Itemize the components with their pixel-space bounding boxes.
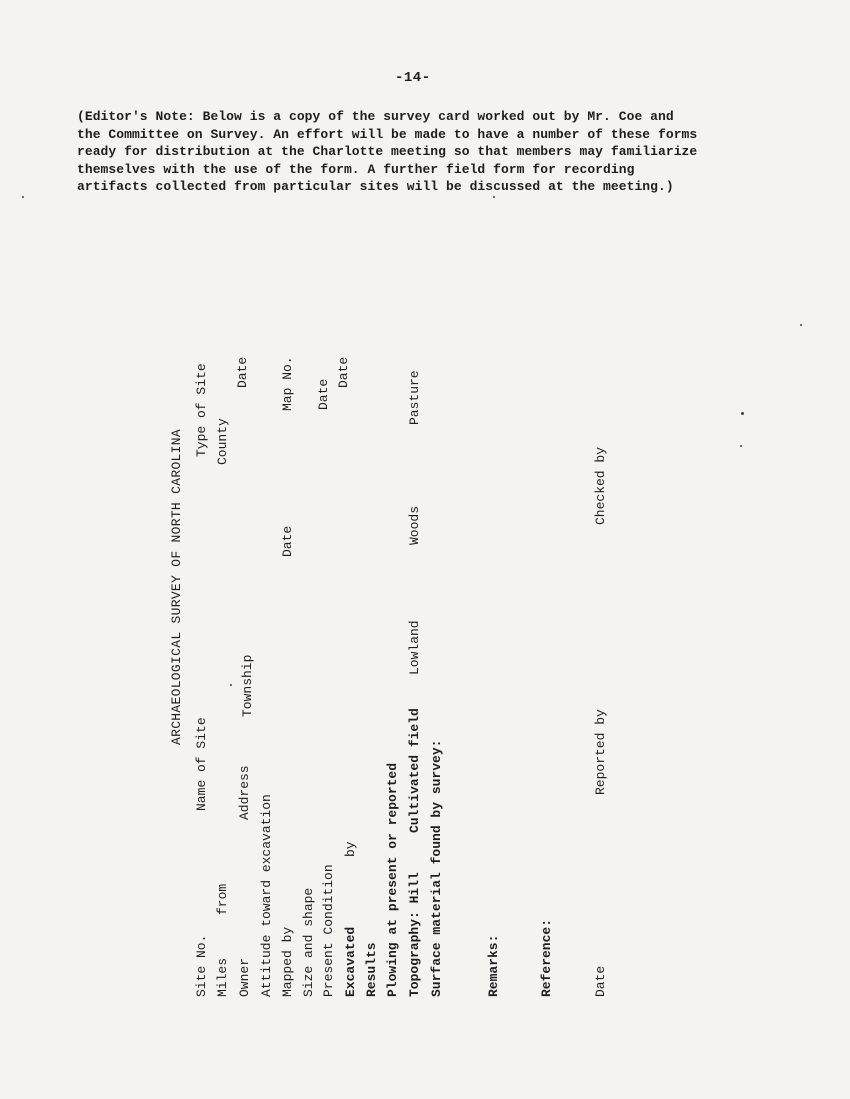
field-surface-material: Surface material found by survey: xyxy=(429,739,444,997)
field-owner: Owner xyxy=(237,957,252,997)
field-size-shape: Size and shape xyxy=(301,887,316,997)
survey-card xyxy=(170,335,640,1005)
field-excavated: Excavated xyxy=(343,926,358,997)
field-remarks: Remarks: xyxy=(486,934,501,997)
field-date-mapped: Date xyxy=(280,525,295,557)
field-present-condition: Present Condition xyxy=(321,864,336,997)
field-date-bottom: Date xyxy=(593,965,608,997)
field-woods: Woods xyxy=(407,505,422,545)
field-date-condition: Date xyxy=(316,378,331,410)
field-map-no: Map No. xyxy=(280,356,295,411)
field-pasture: Pasture xyxy=(407,370,422,425)
page-number: -14- xyxy=(395,70,431,86)
field-excavated-by: by xyxy=(343,841,358,857)
field-site-no: Site No. xyxy=(194,934,209,997)
card-title: ARCHAEOLOGICAL SURVEY OF NORTH CAROLINA xyxy=(169,429,184,745)
field-mapped-by: Mapped by xyxy=(280,926,295,997)
field-cultivated-field: Cultivated field xyxy=(407,708,422,833)
field-name-of-site: Name of Site xyxy=(194,717,209,811)
editor-note-line-5: artifacts collected from particular sites will be discussed at the meeting.) xyxy=(77,179,674,194)
field-lowland: Lowland xyxy=(407,620,422,675)
field-date-owner: Date xyxy=(235,356,250,388)
editor-note-line-3: ready for distribution at the Charlotte meeting so that members may familiarize xyxy=(77,144,698,159)
field-address: Address xyxy=(237,765,252,820)
field-miles: Miles xyxy=(215,957,230,997)
field-from: from xyxy=(215,883,230,915)
editor-note-line-1: (Editor's Note: Below is a copy of the survey card worked out by Mr. Coe and xyxy=(77,109,674,124)
field-results: Results xyxy=(364,942,379,997)
field-township: Township xyxy=(240,654,255,717)
field-reported-by: Reported by xyxy=(593,709,608,795)
field-attitude: Attitude toward excavation xyxy=(259,794,274,997)
field-county: County xyxy=(215,418,230,465)
field-topography: Topography: Hill xyxy=(407,872,422,997)
editor-note-line-2: the Committee on Survey. An effort will be made to have a number of these forms xyxy=(77,126,698,142)
field-reference: Reference: xyxy=(539,918,554,997)
field-type-of-site: Type of Site xyxy=(194,363,209,457)
editor-note-line-4: themselves with the use of the form. A further field form for recording xyxy=(77,161,635,177)
field-date-excavated: Date xyxy=(336,356,351,388)
field-checked-by: Checked by xyxy=(593,446,608,525)
field-plowing: Plowing at present or reported xyxy=(385,762,400,997)
